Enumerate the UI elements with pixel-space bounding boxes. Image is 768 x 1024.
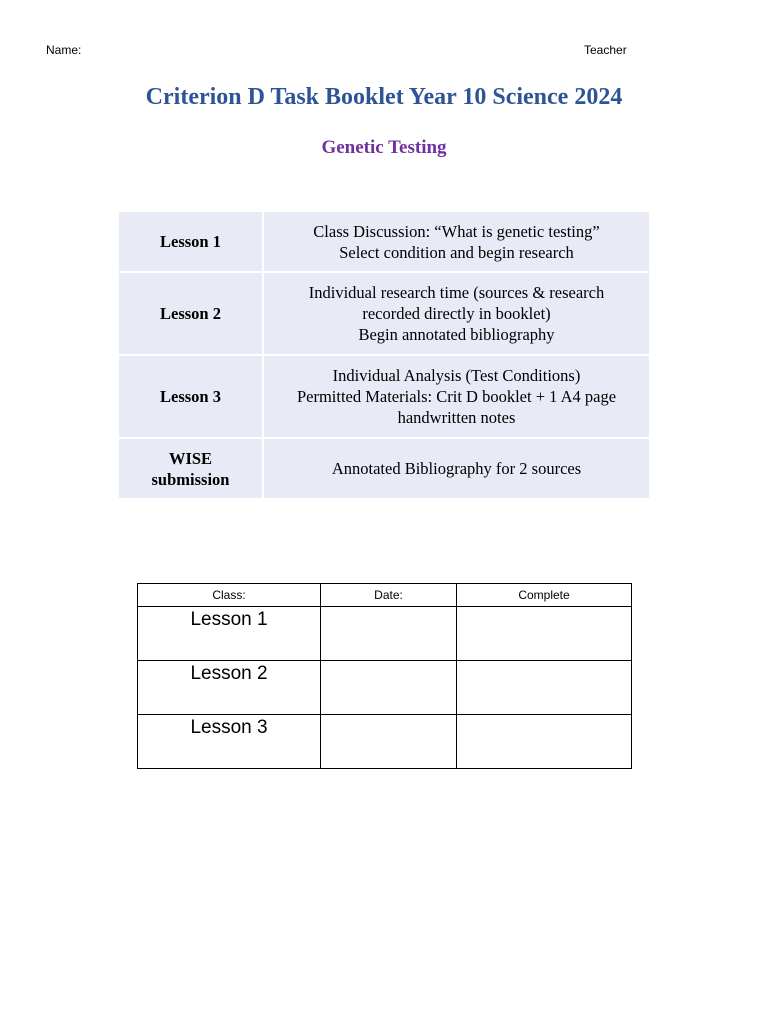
lesson-schedule-table (117, 210, 651, 500)
progress-header-row (138, 584, 632, 607)
schedule-row-label: Lesson 2 (118, 272, 263, 355)
name-label: Name: (46, 43, 82, 57)
progress-row-label: Lesson 1 (138, 607, 321, 661)
column-header-class: Class: (138, 584, 321, 607)
progress-row-label: Lesson 2 (138, 661, 321, 715)
progress-row (138, 607, 632, 661)
document-title: Criterion D Task Booklet Year 10 Science 2024 (145, 84, 623, 110)
date-cell[interactable] (321, 661, 457, 715)
schedule-row-description (263, 438, 650, 499)
label-line: WISE (168, 448, 213, 468)
progress-row-label: Lesson 3 (138, 715, 321, 769)
description-line: Select condition and begin research (339, 242, 574, 262)
complete-cell[interactable] (457, 715, 632, 769)
description-line: Permitted Materials: Crit D booklet + 1 A4 page (296, 387, 617, 406)
complete-cell[interactable] (457, 607, 632, 661)
schedule-row-description (263, 272, 650, 355)
description-line: Annotated Bibliography for 2 sources (331, 459, 582, 478)
progress-row (138, 661, 632, 715)
date-cell[interactable] (321, 607, 457, 661)
document-subtitle: Genetic Testing (321, 137, 447, 158)
schedule-row (118, 355, 650, 438)
schedule-row-label (118, 438, 263, 499)
label-line: submission (151, 469, 230, 489)
description-line: Class Discussion: “What is genetic testing” (313, 221, 600, 241)
schedule-row-label: Lesson 3 (118, 355, 263, 438)
description-line: handwritten notes (397, 408, 516, 427)
schedule-row-description (263, 211, 650, 272)
schedule-row (118, 438, 650, 499)
schedule-row-description (263, 355, 650, 438)
schedule-row (118, 211, 650, 272)
description-line: Individual Analysis (Test Conditions) (332, 366, 581, 385)
progress-row (138, 715, 632, 769)
description-line: Begin annotated bibliography (358, 325, 555, 344)
column-header-complete: Complete (457, 584, 632, 607)
teacher-label: Teacher (584, 43, 627, 57)
description-line: Individual research time (sources & research (308, 283, 605, 302)
date-cell[interactable] (321, 715, 457, 769)
schedule-row-label: Lesson 1 (118, 211, 263, 272)
progress-tracker-table (137, 583, 632, 769)
complete-cell[interactable] (457, 661, 632, 715)
schedule-row (118, 272, 650, 355)
column-header-date: Date: (321, 584, 457, 607)
description-line: recorded directly in booklet) (362, 304, 551, 323)
